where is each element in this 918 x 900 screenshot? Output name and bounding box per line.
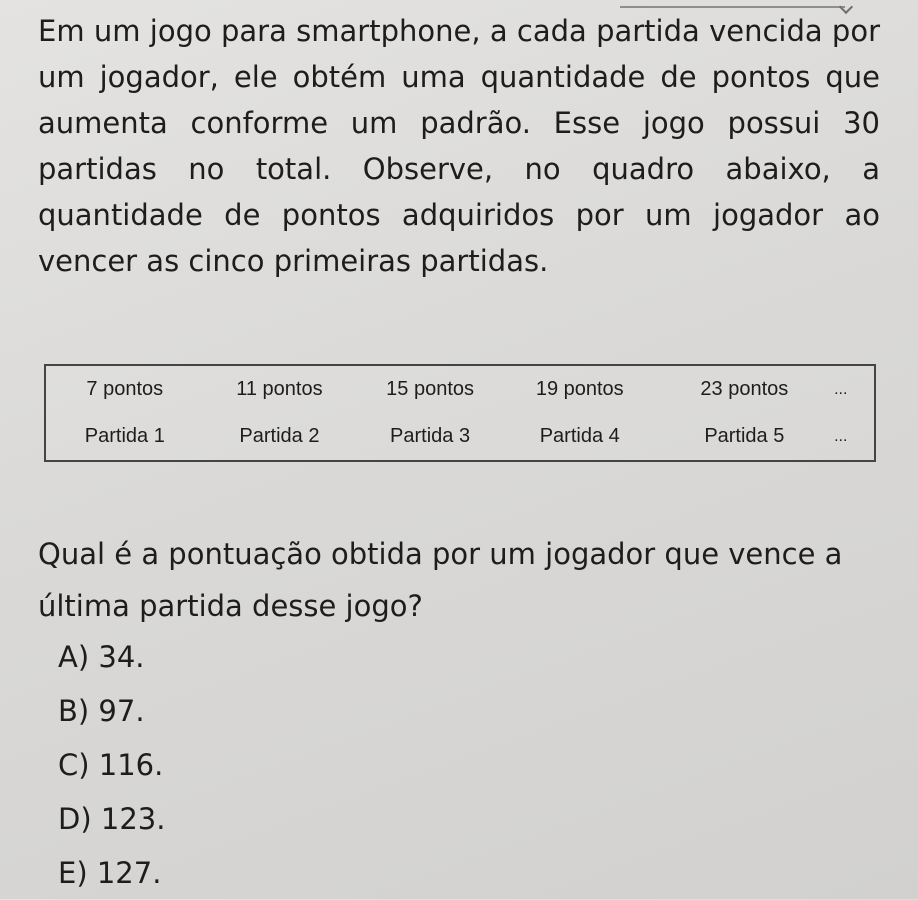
- points-table: [44, 364, 876, 462]
- match-cell: Partida 2: [239, 425, 320, 447]
- option-a[interactable]: A) 34.: [58, 640, 145, 674]
- ellipsis: ...: [834, 427, 848, 445]
- points-cell: 19 pontos: [535, 378, 624, 400]
- answer-options: [58, 630, 165, 900]
- match-cell: Partida 4: [539, 425, 620, 447]
- points-cell: 11 pontos: [236, 378, 323, 400]
- match-cell: Partida 5: [704, 425, 785, 447]
- points-row: [45, 365, 875, 413]
- question-text: Qual é a pontuação obtida por um jogador que vence a última partida desse jogo?: [38, 537, 843, 623]
- match-cell: Partida 1: [84, 425, 165, 447]
- problem-statement: Em um jogo para smartphone, a cada partida vencida por um jogador, ele obtém uma quantidade de pontos que aumenta conforme um padrão. Esse jogo possui 30 partidas no total. Observe, no quadro abaixo, a quantidade de pontos adquiridos por um jogador ao vencer as cinco primeiras partidas.: [38, 14, 880, 278]
- points-cell: 7 pontos: [86, 378, 164, 400]
- match-cell: Partida 3: [390, 425, 471, 447]
- ellipsis: ...: [834, 380, 848, 398]
- points-cell: 23 pontos: [700, 378, 789, 400]
- option-d[interactable]: D) 123.: [58, 802, 166, 836]
- option-b[interactable]: B) 97.: [58, 694, 145, 728]
- points-cell: 15 pontos: [386, 378, 475, 400]
- matches-row: [45, 413, 875, 461]
- option-e[interactable]: E) 127.: [58, 856, 162, 890]
- option-c[interactable]: C) 116.: [58, 748, 164, 782]
